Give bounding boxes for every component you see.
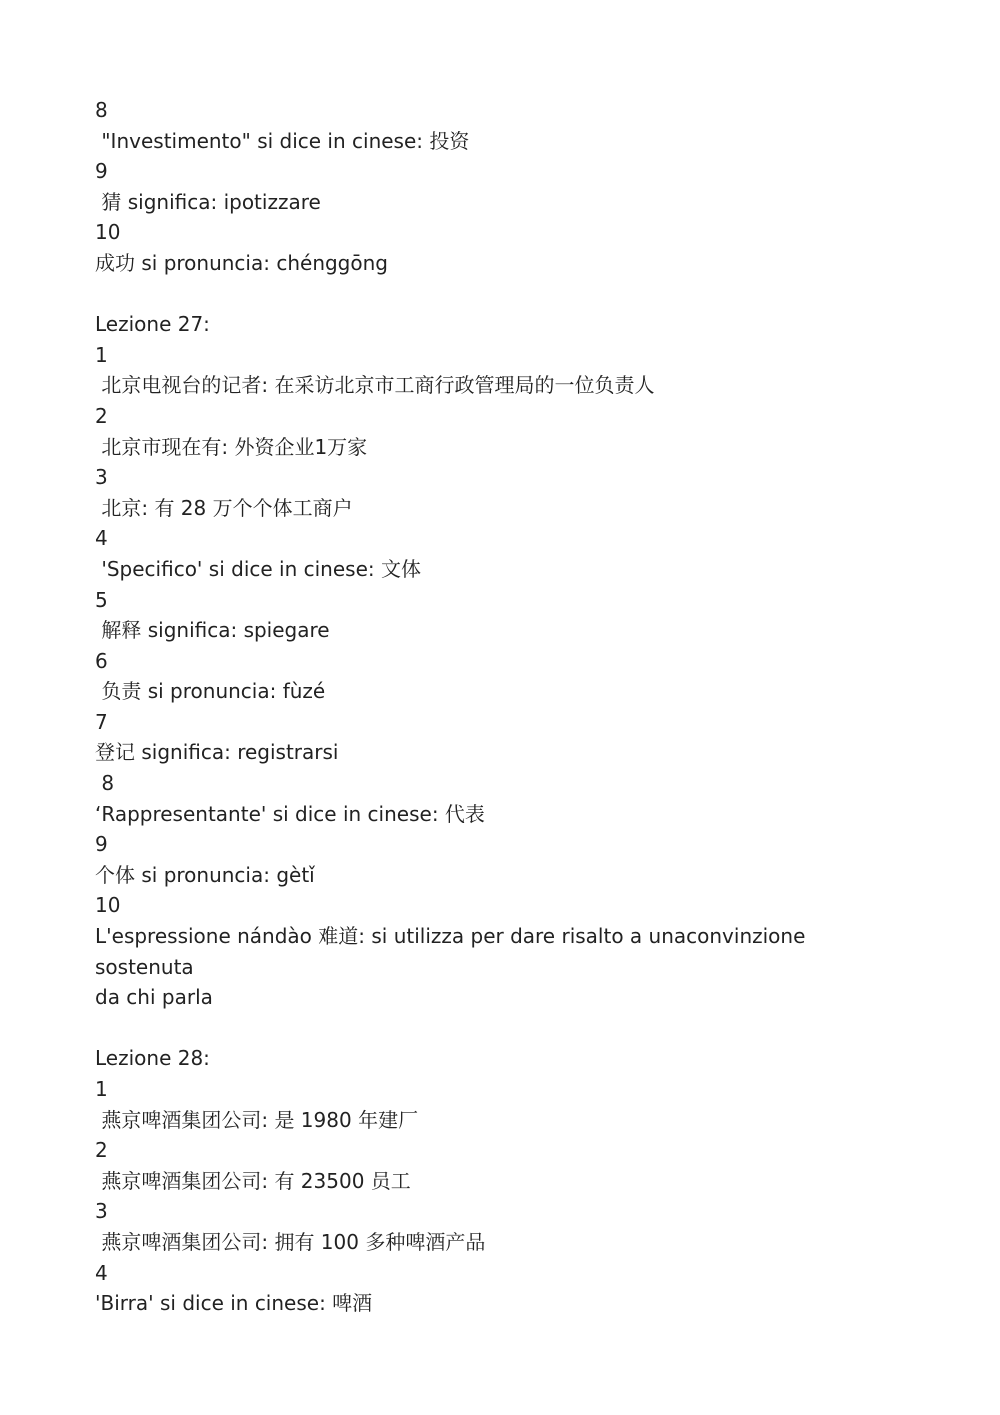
text-line: 猜 significa: ipotizzare bbox=[95, 189, 321, 214]
document-body bbox=[95, 95, 895, 1319]
text-line: 10 bbox=[95, 220, 121, 245]
text-line: 7 bbox=[95, 709, 108, 734]
text-line: 9 bbox=[95, 159, 108, 184]
text-line: 个体 si pronuncia: gètǐ bbox=[95, 862, 315, 887]
text-line: 燕京啤酒集团公司: 有 23500 员工 bbox=[95, 1168, 411, 1193]
text-line: 2 bbox=[95, 1138, 108, 1163]
text-line: ‘Rappresentante' si dice in cinese: 代表 bbox=[95, 801, 485, 826]
text-line: 1 bbox=[95, 1077, 108, 1101]
text-line: 北京: 有 28 万个个体工商户 bbox=[95, 495, 353, 520]
text-line: 成功 si pronuncia: chénggōng bbox=[95, 250, 388, 275]
text-line: 负责 si pronuncia: fùzé bbox=[95, 679, 326, 704]
text-line: 9 bbox=[95, 832, 108, 857]
text-line: Lezione 27: bbox=[95, 312, 210, 337]
text-line: Lezione 28: bbox=[95, 1046, 210, 1071]
text-line: 5 bbox=[95, 587, 108, 612]
blank-line bbox=[95, 1013, 895, 1044]
text-line: da chi parla bbox=[95, 985, 213, 1010]
text-line: 6 bbox=[95, 648, 108, 673]
text-line: 8 bbox=[95, 98, 108, 122]
text-line: 登记 significa: registrarsi bbox=[95, 740, 339, 765]
text-line: 1 bbox=[95, 342, 108, 367]
text-line: 10 bbox=[95, 893, 121, 918]
text-line: 3 bbox=[95, 465, 108, 490]
text-line: 燕京啤酒集团公司: 是 1980 年建厂 bbox=[95, 1107, 419, 1132]
text-line: L'espressione nándào 难道: si utilizza per dare risalto a unaconvinzione sostenuta bbox=[95, 924, 812, 979]
text-line: 2 bbox=[95, 403, 108, 428]
text-line: 4 bbox=[95, 1260, 108, 1285]
text-line: "Investimento" si dice in cinese: 投资 bbox=[95, 128, 470, 153]
text-line: 解释 significa: spiegare bbox=[95, 618, 330, 643]
text-line: 8 bbox=[95, 771, 115, 796]
text-line: 4 bbox=[95, 526, 108, 551]
blank-line bbox=[95, 279, 895, 310]
text-line: 北京电视台的记者: 在采访北京市工商行政管理局的一位负责人 bbox=[95, 373, 655, 398]
text-line: 'Birra' si dice in cinese: 啤酒 bbox=[95, 1291, 373, 1316]
text-line: 燕京啤酒集团公司: 拥有 100 多种啤酒产品 bbox=[95, 1229, 486, 1254]
text-line: 'Specifico' si dice in cinese: 文体 bbox=[95, 556, 421, 581]
text-line: 北京市现在有: 外资企业1万家 bbox=[95, 434, 368, 459]
text-line: 3 bbox=[95, 1199, 108, 1224]
